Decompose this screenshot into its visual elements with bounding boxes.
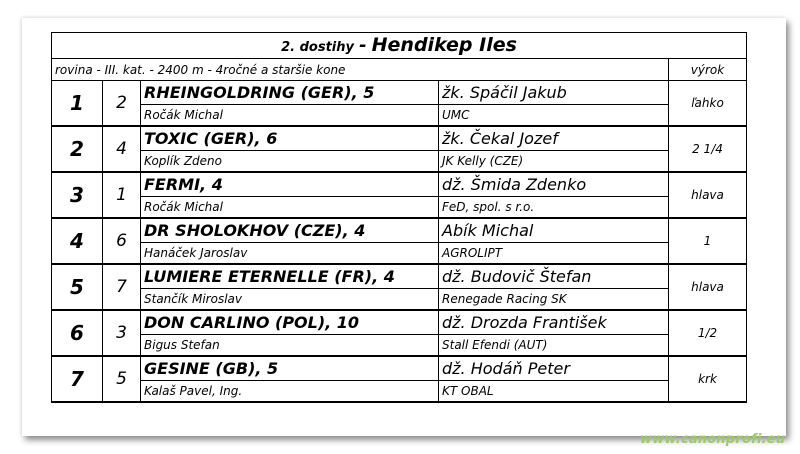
result-subrow bbox=[52, 381, 747, 403]
horse-name: DON CARLINO (POL), 10 bbox=[141, 310, 439, 335]
winning-margin: hlava bbox=[669, 264, 747, 310]
jockey-name: žk. Čekal Jozef bbox=[439, 126, 669, 151]
finish-position: 7 bbox=[52, 356, 103, 402]
horse-name: GESINE (GB), 5 bbox=[141, 356, 439, 381]
trainer-name: Ročák Michal bbox=[141, 105, 439, 127]
jockey-name: Abík Michal bbox=[439, 218, 669, 243]
trainer-name: Stančík Miroslav bbox=[141, 289, 439, 311]
jockey-name: dž. Hodáň Peter bbox=[439, 356, 669, 381]
result-row bbox=[52, 81, 747, 105]
horse-name: RHEINGOLDRING (GER), 5 bbox=[141, 81, 439, 105]
result-row bbox=[52, 310, 747, 335]
owner-name: KT OBAL bbox=[439, 381, 669, 403]
jockey-name: dž. Budovič Štefan bbox=[439, 264, 669, 289]
finish-position: 6 bbox=[52, 310, 103, 356]
result-row bbox=[52, 126, 747, 151]
trainer-name: Bigus Stefan bbox=[141, 335, 439, 357]
result-row bbox=[52, 172, 747, 197]
start-number: 1 bbox=[103, 172, 141, 218]
start-number: 7 bbox=[103, 264, 141, 310]
result-subrow bbox=[52, 105, 747, 127]
margin-column-header: výrok bbox=[669, 59, 747, 81]
title-separator: - bbox=[359, 35, 367, 56]
start-number: 2 bbox=[103, 81, 141, 127]
owner-name: UMC bbox=[439, 105, 669, 127]
race-conditions: rovina - III. kat. - 2400 m - 4ročné a staršie kone bbox=[52, 59, 669, 81]
finish-position: 2 bbox=[52, 126, 103, 172]
owner-name: Renegade Racing SK bbox=[439, 289, 669, 311]
result-row bbox=[52, 264, 747, 289]
result-subrow bbox=[52, 197, 747, 219]
result-subrow bbox=[52, 289, 747, 311]
owner-name: FeD, spol. s r.o. bbox=[439, 197, 669, 219]
winning-margin: 2 1/4 bbox=[669, 126, 747, 172]
jockey-name: dž. Drozda František bbox=[439, 310, 669, 335]
finish-position: 1 bbox=[52, 81, 103, 127]
trainer-name: Hanáček Jaroslav bbox=[141, 243, 439, 265]
jockey-name: žk. Spáčil Jakub bbox=[439, 81, 669, 105]
result-subrow bbox=[52, 151, 747, 173]
result-row bbox=[52, 218, 747, 243]
watermark: www.canonprofi.eu bbox=[640, 432, 786, 447]
jockey-name: dž. Šmida Zdenko bbox=[439, 172, 669, 197]
winning-margin: ľahko bbox=[669, 81, 747, 127]
owner-name: JK Kelly (CZE) bbox=[439, 151, 669, 173]
horse-name: LUMIERE ETERNELLE (FR), 4 bbox=[141, 264, 439, 289]
finish-position: 5 bbox=[52, 264, 103, 310]
start-number: 5 bbox=[103, 356, 141, 402]
race-results-table bbox=[51, 32, 747, 403]
trainer-name: Ročák Michal bbox=[141, 197, 439, 219]
horse-name: DR SHOLOKHOV (CZE), 4 bbox=[141, 218, 439, 243]
start-number: 6 bbox=[103, 218, 141, 264]
horse-name: TOXIC (GER), 6 bbox=[141, 126, 439, 151]
race-title bbox=[52, 33, 747, 59]
finish-position: 4 bbox=[52, 218, 103, 264]
title-row bbox=[52, 33, 747, 59]
start-number: 3 bbox=[103, 310, 141, 356]
race-number: 2. dostihy bbox=[281, 40, 354, 55]
result-subrow bbox=[52, 335, 747, 357]
owner-name: AGROLIPT bbox=[439, 243, 669, 265]
trainer-name: Kalaš Pavel, Ing. bbox=[141, 381, 439, 403]
result-subrow bbox=[52, 243, 747, 265]
result-row bbox=[52, 356, 747, 381]
winning-margin: hlava bbox=[669, 172, 747, 218]
finish-position: 3 bbox=[52, 172, 103, 218]
winning-margin: krk bbox=[669, 356, 747, 402]
info-row bbox=[52, 59, 747, 81]
horse-name: FERMI, 4 bbox=[141, 172, 439, 197]
race-name: Hendikep Iles bbox=[371, 34, 517, 56]
winning-margin: 1/2 bbox=[669, 310, 747, 356]
trainer-name: Koplík Zdeno bbox=[141, 151, 439, 173]
owner-name: Stall Efendi (AUT) bbox=[439, 335, 669, 357]
winning-margin: 1 bbox=[669, 218, 747, 264]
start-number: 4 bbox=[103, 126, 141, 172]
